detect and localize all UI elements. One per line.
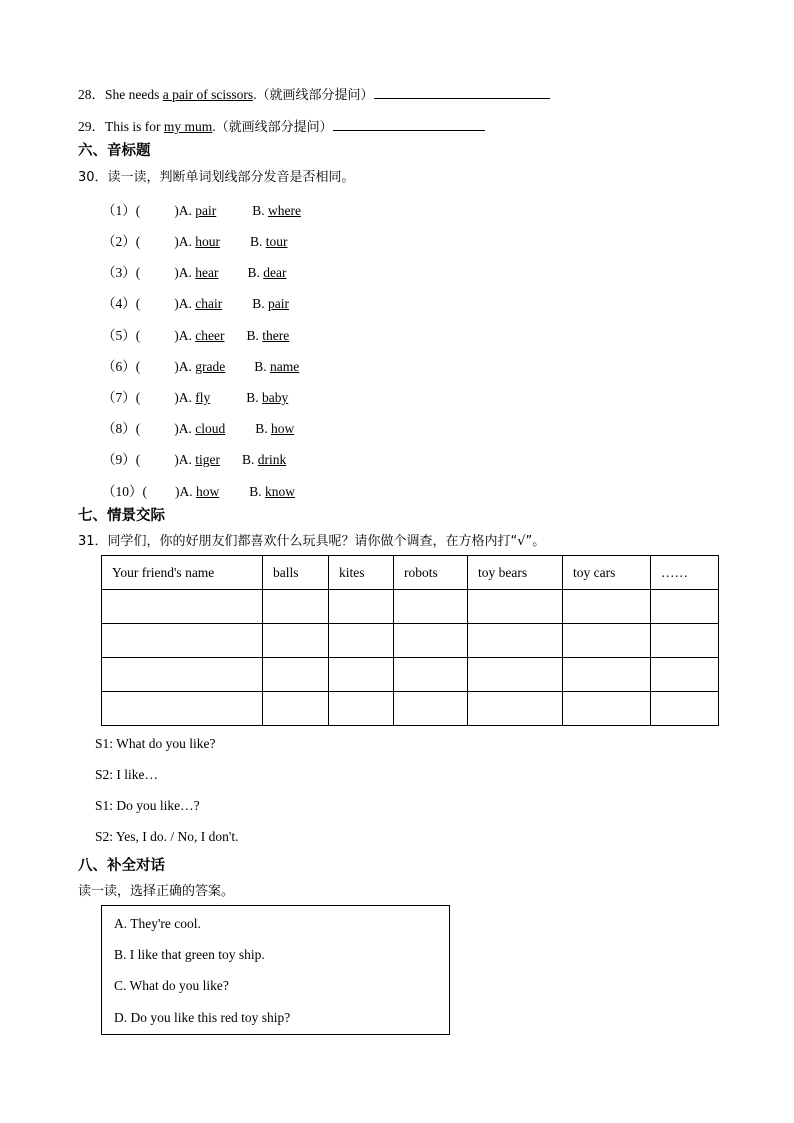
table-row xyxy=(102,692,719,726)
table-cell[interactable] xyxy=(394,658,468,692)
instruction: （就画线部分提问） xyxy=(215,120,333,135)
option-b-word: baby xyxy=(262,390,289,405)
table-cell[interactable] xyxy=(394,692,468,726)
option-a-word: fly xyxy=(195,390,211,405)
option-a-word: cloud xyxy=(195,421,226,436)
underlined-phrase: a pair of scissors xyxy=(162,87,254,102)
options-box xyxy=(101,905,450,1035)
instruction: （就画线部分提问） xyxy=(256,88,374,103)
phonics-item: （7）( )A. fly B. baby xyxy=(102,390,289,405)
phonics-item: （4）( )A. chair B. pair xyxy=(102,296,289,311)
option-b-word: name xyxy=(270,359,300,374)
table-cell[interactable] xyxy=(651,658,719,692)
dialogue-line: S1: What do you like? xyxy=(95,736,216,751)
option-b: B. I like that green toy ship. xyxy=(114,947,265,962)
table-cell[interactable] xyxy=(468,590,563,624)
table-cell[interactable] xyxy=(329,692,394,726)
table-cell[interactable] xyxy=(468,658,563,692)
option-b-word: where xyxy=(268,203,301,218)
question-30: 30．读一读，判断单词划线部分发音是否相同。 xyxy=(78,170,355,185)
option-b-word: drink xyxy=(257,452,287,467)
table-cell[interactable] xyxy=(651,624,719,658)
phonics-item: （10）( )A. how B. know xyxy=(102,484,296,499)
table-cell[interactable] xyxy=(263,658,329,692)
option-a-word: hear xyxy=(195,265,219,280)
question-28: 28．She needs a pair of scissors.（就画线部分提问） xyxy=(78,83,550,103)
table-cell[interactable] xyxy=(468,624,563,658)
answer-blank[interactable] xyxy=(374,85,550,99)
table-cell[interactable] xyxy=(263,624,329,658)
option-a-word: hour xyxy=(195,234,220,249)
question-31: 31．同学们，你的好朋友们都喜欢什么玩具呢？请你做个调查，在方格内打“√”。 xyxy=(78,534,546,549)
dialogue-line: S1: Do you like…? xyxy=(95,798,200,813)
table-cell[interactable] xyxy=(394,624,468,658)
option-d: D. Do you like this red toy ship? xyxy=(114,1010,291,1025)
table-cell[interactable] xyxy=(651,692,719,726)
table-cell[interactable] xyxy=(651,590,719,624)
table-cell[interactable] xyxy=(102,692,263,726)
table-cell[interactable] xyxy=(102,624,263,658)
table-cell[interactable] xyxy=(468,692,563,726)
table-cell[interactable] xyxy=(102,658,263,692)
column-header: balls xyxy=(263,556,329,590)
table-row xyxy=(102,658,719,692)
option-a-word: pair xyxy=(195,203,217,218)
table-row xyxy=(102,624,719,658)
option-b-word: pair xyxy=(268,296,289,311)
table-cell[interactable] xyxy=(263,590,329,624)
column-header: kites xyxy=(329,556,394,590)
option-b-word: tour xyxy=(265,234,288,249)
table-cell[interactable] xyxy=(563,624,651,658)
table-cell[interactable] xyxy=(563,658,651,692)
phonics-item: （8）( )A. cloud B. how xyxy=(102,421,295,436)
option-a: A. They're cool. xyxy=(114,916,201,931)
section-6-heading: 六、音标题 xyxy=(78,143,151,159)
option-a-word: how xyxy=(196,484,220,499)
question-number: 29． xyxy=(78,119,105,134)
table-cell[interactable] xyxy=(102,590,263,624)
phonics-item: （6）( )A. grade B. name xyxy=(102,359,300,374)
survey-table xyxy=(101,555,719,726)
section-7-heading: 七、情景交际 xyxy=(78,508,165,524)
question-29: 29．This is for my mum.（就画线部分提问） xyxy=(78,115,485,135)
table-cell[interactable] xyxy=(329,590,394,624)
phonics-item: （1）( )A. pair B. where xyxy=(102,203,301,218)
table-cell[interactable] xyxy=(329,624,394,658)
column-header: toy cars xyxy=(563,556,651,590)
column-header: …… xyxy=(651,556,719,590)
table-cell[interactable] xyxy=(263,692,329,726)
table-cell[interactable] xyxy=(394,590,468,624)
option-a-word: grade xyxy=(195,359,226,374)
option-a-word: tiger xyxy=(195,452,220,467)
section-8-heading: 八、补全对话 xyxy=(78,858,165,874)
section-8-instruction: 读一读，选择正确的答案。 xyxy=(78,884,235,899)
option-b-word: know xyxy=(265,484,296,499)
answer-blank[interactable] xyxy=(333,117,485,131)
table-cell[interactable] xyxy=(563,692,651,726)
phonics-item: （5）( )A. cheer B. there xyxy=(102,328,290,343)
option-b-word: there xyxy=(262,328,290,343)
column-header: Your friend's name xyxy=(102,556,263,590)
table-cell[interactable] xyxy=(329,658,394,692)
column-header: toy bears xyxy=(468,556,563,590)
table-header-row xyxy=(102,556,719,590)
column-header: robots xyxy=(394,556,468,590)
underlined-phrase: my mum xyxy=(163,119,213,134)
table-row xyxy=(102,590,719,624)
question-number: 28． xyxy=(78,87,105,102)
table-cell[interactable] xyxy=(563,590,651,624)
option-c: C. What do you like? xyxy=(114,978,229,993)
phonics-item: （9）( )A. tiger B. drink xyxy=(102,452,287,467)
option-b-word: dear xyxy=(263,265,287,280)
dialogue-line: S2: I like… xyxy=(95,767,158,782)
phonics-item: （2）( )A. hour B. tour xyxy=(102,234,288,249)
option-a-word: cheer xyxy=(195,328,225,343)
option-a-word: chair xyxy=(195,296,223,311)
phonics-item: （3）( )A. hear B. dear xyxy=(102,265,287,280)
option-b-word: how xyxy=(271,421,295,436)
dialogue-line: S2: Yes, I do. / No, I don't. xyxy=(95,829,239,844)
